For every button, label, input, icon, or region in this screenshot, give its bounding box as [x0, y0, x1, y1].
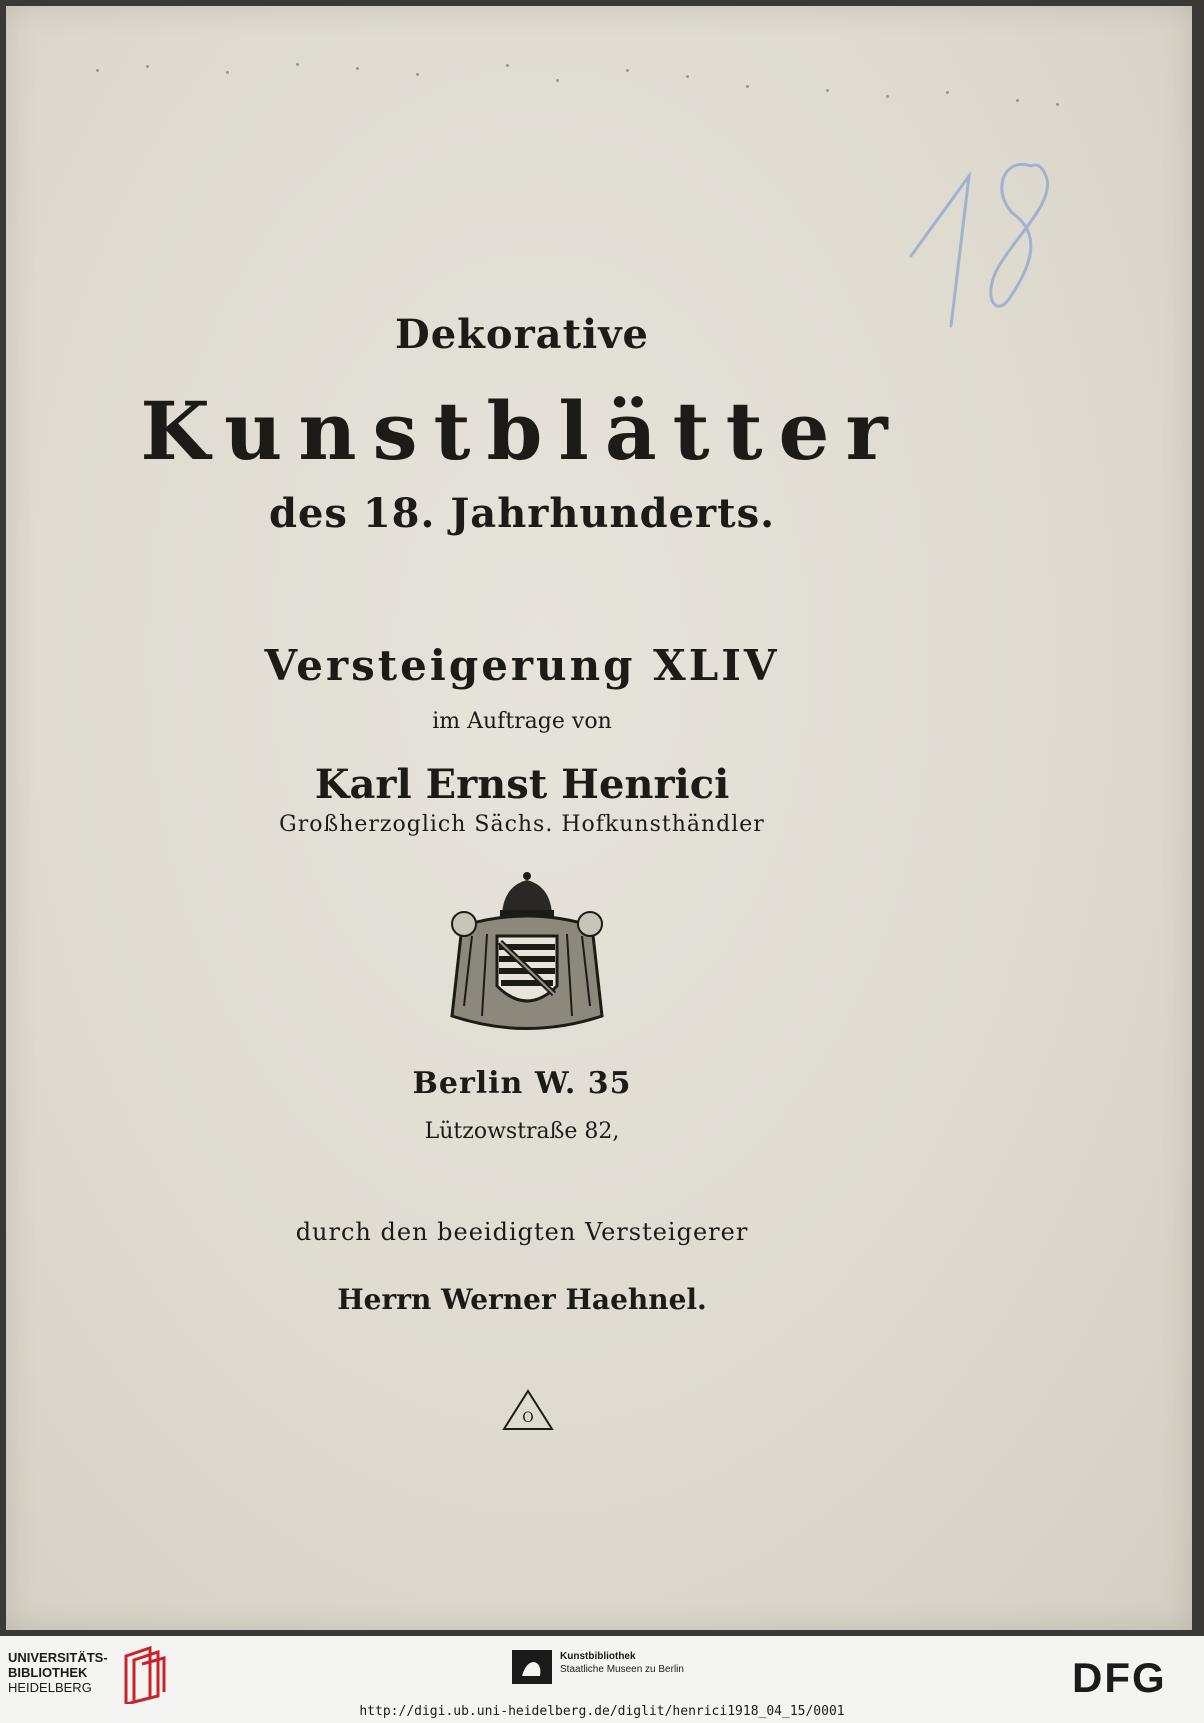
- title-line-3: des 18. Jahrhunderts.: [268, 490, 776, 537]
- auctioneer-name: Herrn Werner Haehnel.: [337, 1283, 707, 1316]
- street-line: Lützowstraße 82,: [424, 1119, 620, 1144]
- viewer-footer: [0, 1636, 1204, 1723]
- printer-mark-letter: O: [522, 1410, 534, 1426]
- ub-line-2: BIBLIOTHEK: [8, 1665, 88, 1680]
- ub-heidelberg-label[interactable]: [8, 1650, 108, 1695]
- dealer-title: Großherzoglich Sächs. Hofkunsthändler: [279, 812, 765, 837]
- kb-line-1: Kunstbibliothek: [560, 1651, 636, 1662]
- paper-specks: [86, 61, 1076, 121]
- printer-triangle-mark-icon: [502, 1388, 554, 1432]
- city-line: Berlin W. 35: [412, 1066, 632, 1101]
- document-page: [6, 6, 1192, 1630]
- ub-line-1: UNIVERSITÄTS-: [8, 1650, 108, 1665]
- ub-heidelberg-logo-icon[interactable]: [120, 1646, 168, 1704]
- auction-number: Versteigerung XLIV: [264, 641, 780, 690]
- title-line-1: Dekorative: [395, 311, 649, 358]
- dfg-logo[interactable]: DFG: [1072, 1654, 1167, 1701]
- commission-text: im Auftrage von: [432, 709, 612, 734]
- permalink-url[interactable]: http://digi.ub.uni-heidelberg.de/diglit/henrici1918_04_15/0001: [359, 1704, 845, 1719]
- saxon-coat-of-arms-icon: [442, 866, 612, 1046]
- auctioneer-intro: durch den beeidigten Versteigerer: [295, 1218, 749, 1246]
- kb-line-2: Staatliche Museen zu Berlin: [560, 1664, 684, 1675]
- dealer-name: Karl Ernst Henrici: [314, 761, 730, 808]
- kunstbibliothek-label[interactable]: [560, 1650, 684, 1676]
- kunstbibliothek-logo-icon[interactable]: [512, 1650, 552, 1684]
- title-main: Kunstblätter: [140, 384, 904, 478]
- ub-line-3: HEIDELBERG: [8, 1680, 92, 1695]
